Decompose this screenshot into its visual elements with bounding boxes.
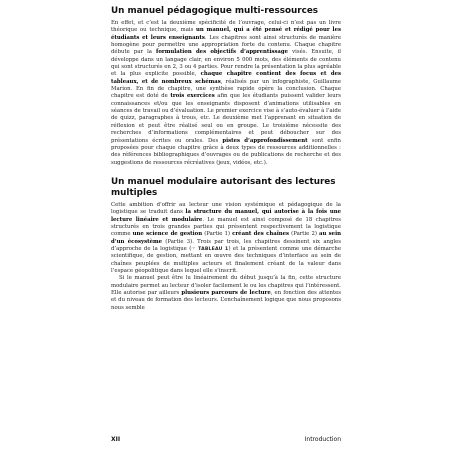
text-run: (Partie 1) [202,231,233,238]
text-run: Si le manuel peut être lu linéairement du début jusqu’à la fin, cette structure modulaire permet au lecteur d’isoler facilement le ou les chapitres qui l’intéressent. Elle autorise par ailleurs [111,275,341,296]
section-heading-multi-ressources: Un manuel pédagogique multi-ressources [111,6,319,16]
bold-phrase: la structure du manuel, qui autorise à la fois une lecture linéaire et modulaire [111,209,341,223]
bold-phrase: au sein d’un écosystème [111,231,341,245]
text-run: , réalisés par un infographiste, Guillaume Marion. En fin de chapitre, une synthèse rapide opère la conclusion. Chaque chapitre est doté de [111,78,341,100]
text-run: (Partie 2) [289,231,320,238]
section-heading-modulaire: Un manuel modulaire autorisant des lectures multiples [111,176,336,198]
text-run: En effet, et c’est la deuxième spécificité de l’ouvrage, celui-ci n’est pas un livre théorique ou technique, mais [111,20,341,34]
bold-phrase: une science de gestion [132,231,203,238]
text-run: sont enfin proposées pour chaque chapitre grâce à deux types de ressources additionnelles : des références bibliographiques d’ouvrages ou de publications de recherche et des suggestions de ressources récréatives (jeux, vidéos, etc.). [111,137,341,166]
paragraph [111,202,341,275]
text-run: (Partie 3). Trois par trois, les chapitres dessinent six angles d’approche de la logistique ( [111,238,341,252]
page-footer [111,436,341,443]
bold-phrase: chaque chapitre contient des focus et des tableaux, et de nombreux schémas [111,71,341,85]
page-body [111,6,341,312]
table-reference: ☞ TABLEAU 1 [191,246,229,252]
text-run: ) et la présentent comme une démarche scientifique, de gestion, mettant en œuvre des techniques d’interface au sein de chaînes peuplées de multiples acteurs et finalement créant de la valeur dans l’espace géopolitique dans lequel elle s’inscrit. [111,245,341,274]
text-run: . Le manuel est ainsi composé de 18 chapitres structurés en trois grandes parties qui présentent respectivement la logistique comme [111,216,341,238]
bold-phrase: plusieurs parcours de lecture [181,290,271,296]
text-run: . Les chapitres sont ainsi structurés de manière homogène pour permettre une appropriation forte du contenu. Chaque chapitre débute par la [111,34,342,56]
bold-phrase: formulation des objectifs d’apprentissage [156,49,289,56]
text-run: visés. Ensuite, il développe dans un langage clair, en environ 5 000 mots, des éléments de contenu qui sont structurés en 2, 3 ou 4 parties. Pour rendre la présentation la plus agréable et la plus explicite possible, [111,49,341,78]
paragraph [111,275,341,312]
bold-phrase: pistes d’approfondissement [222,137,308,144]
text-run: afin que les étudiants puissent valider leurs connaissances et/ou que les enseignants disposent d’animations utilisables en séances de travail ou d’évaluation. Le premier exercice vise à s’auto-évaluer à l’aide de quizz, paragraphes à trous, etc. Le deuxième met l’apprenant en situation de réflexion et peut être réalisé seul ou en groupe. Le troisième nécessite des recherches d’informations complémentaires et peut déboucher sur des présentations écrites ou orales. Des [111,93,341,144]
page-number: XII [111,436,121,443]
bold-phrase: créant des chaînes [232,231,290,238]
bold-phrase: trois exercices [170,93,215,100]
paragraph [111,20,341,167]
running-footer-chapter: Introduction [304,436,341,443]
bold-phrase: un manuel, qui a été pensé et rédigé pour les étudiants et leurs enseignants [111,27,341,41]
text-run: , en fonction des attentes et du niveau de formation des lecteurs. L’enchaînement logique que nous proposons nous semble [111,290,341,311]
text-run: Cette ambition d’offrir au lecteur une vision systémique et pédagogique de la logistique se traduit dans [111,201,341,216]
